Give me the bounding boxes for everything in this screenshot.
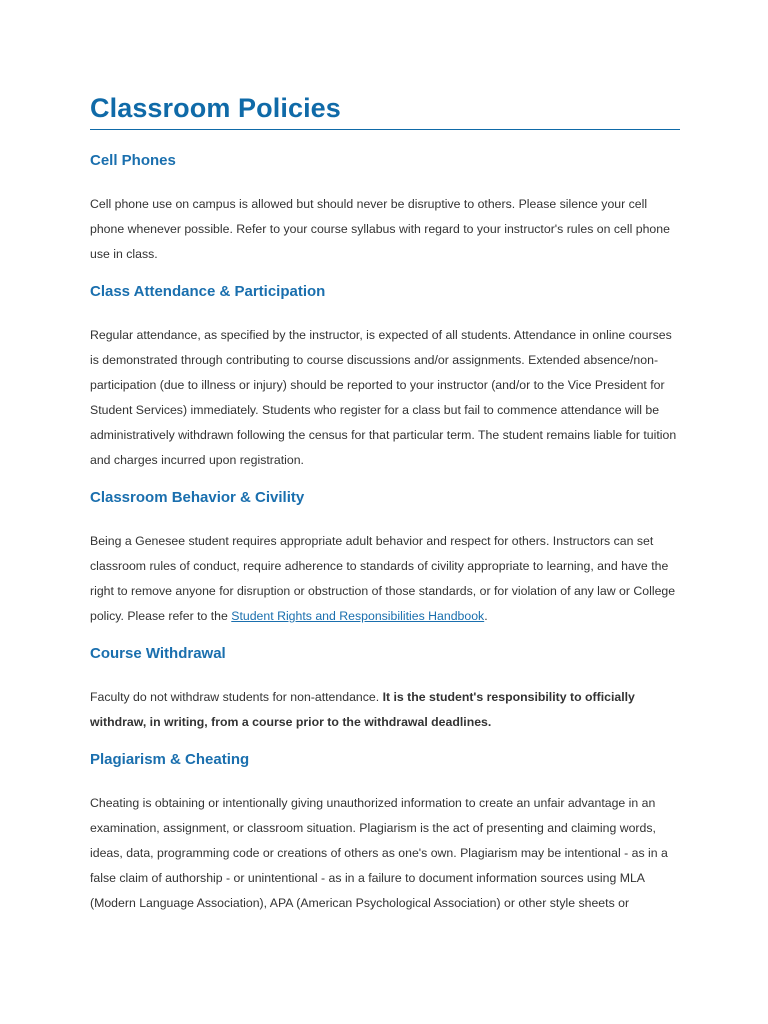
- behavior-text: Being a Genesee student requires appropriate adult behavior and respect for others. Instructors can set classroom rules of conduct, require adherence to standards of civility appropriate to learning, and have the right to remove anyone for disruption or obstruction of those standards, or for violation of any law or College policy. Please refer to the: [90, 534, 676, 623]
- section-text-cell-phones: Cell phone use on campus is allowed but should never be disruptive to others. Please silence your cell phone whenever possible. Refer to your course syllabus with regard to your instructor's rules on cell phone use in class.: [90, 197, 670, 261]
- withdrawal-bold-text: It is the student's responsibility to officially withdraw, in writing, from a course prior to the withdrawal deadlines.: [90, 690, 635, 729]
- section-heading-plagiarism: Plagiarism & Cheating: [90, 751, 250, 768]
- withdrawal-text: Faculty do not withdraw students for non-attendance.: [90, 690, 383, 704]
- section-text-plagiarism: Cheating is obtaining or intentionally giving unauthorized information to create an unfair advantage in an examination, assignment, or classroom situation. Plagiarism is the act of presenting and claiming words, ideas, data, programming code or creations of others as one's own. Plagiarism may be intentional - as in a false claim of authorship - or unintentional - as in a failure to document information sources using MLA (Modern Language Association), APA (American Psychological Association) or other style sheets or: [90, 796, 668, 910]
- section-heading-attendance: Class Attendance & Participation: [90, 283, 326, 300]
- behavior-text-end: .: [484, 609, 488, 623]
- document-page: [90, 88, 680, 916]
- section-heading-cell-phones: Cell Phones: [90, 152, 176, 169]
- section-text-withdrawal: [90, 685, 680, 735]
- section-heading-behavior: Classroom Behavior & Civility: [90, 489, 305, 506]
- section-heading-withdrawal: Course Withdrawal: [90, 645, 226, 662]
- handbook-link[interactable]: Student Rights and Responsibilities Handbook: [231, 609, 485, 623]
- section-text-behavior: [90, 529, 680, 629]
- page-title: Classroom Policies: [90, 88, 680, 130]
- section-text-attendance: Regular attendance, as specified by the instructor, is expected of all students. Attendance in online courses is demonstrated through contributing to course discussions and/or assignments. Extended absence/non-participation (due to illness or injury) should be reported to your instructor (and/or to the Vice President for Student Services) immediately. Students who register for a class but fail to commence attendance will be administratively withdrawn following the census for that particular term. The student remains liable for tuition and charges incurred upon registration.: [90, 328, 677, 467]
